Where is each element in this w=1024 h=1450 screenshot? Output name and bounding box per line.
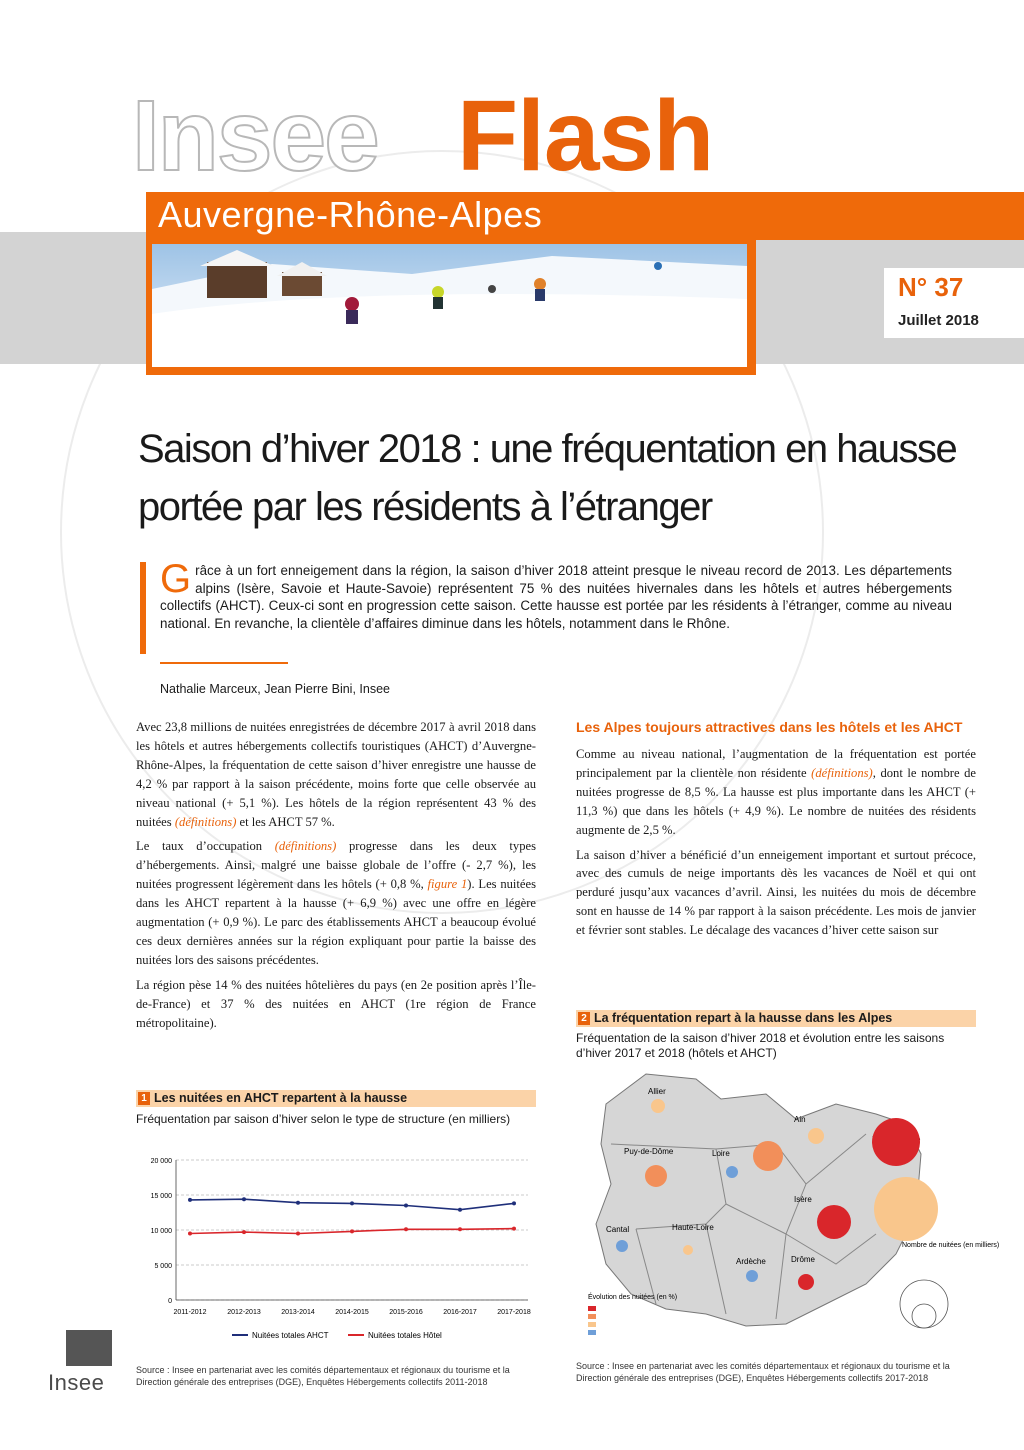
dept-label-loire: Loire [712, 1149, 730, 1158]
figure-1-subtitle: Fréquentation par saison d’hiver selon le type de structure (en milliers) [136, 1112, 511, 1126]
abstract-dropcap: G [160, 557, 192, 601]
y-tick-label: 20 000 [150, 1158, 172, 1165]
data-point-ahct [242, 1197, 246, 1201]
dept-label-allier: Allier [648, 1087, 666, 1096]
abstract-bar [140, 562, 146, 654]
x-tick-label: 2012-2013 [227, 1309, 261, 1316]
figure-1-number: 1 [138, 1092, 150, 1105]
data-point-ahct [404, 1204, 408, 1208]
figure-2-subtitle: Fréquentation de la saison d’hiver 2018 et évolution entre les saisons d’hiver 2017 et 2018 (hôtels et AHCT) [576, 1031, 945, 1060]
color-legend-swatch-4 [588, 1330, 596, 1335]
dept-label-ardeche: Ardèche [736, 1257, 766, 1266]
size-legend-title: Nombre de nuitées (en milliers) [902, 1242, 1000, 1249]
data-point-ahct [458, 1208, 462, 1212]
title-line-2: portée par les résidents à l’étranger [138, 485, 712, 529]
skiers-photo [152, 244, 747, 367]
x-tick-label: 2013-2014 [281, 1309, 315, 1316]
header-grey-band-left [0, 232, 160, 364]
bubble-puy-de-dome [645, 1165, 667, 1187]
figure-1-chart [136, 1148, 546, 1348]
data-point-ahct [350, 1201, 354, 1205]
figure-1-title: Les nuitées en AHCT repartent à la hausse [154, 1091, 408, 1105]
data-point-hotel [188, 1232, 192, 1236]
authors: Nathalie Marceux, Jean Pierre Bini, Insee [160, 682, 390, 696]
dept-label-drome: Drôme [791, 1255, 816, 1264]
left-column [136, 718, 536, 1039]
x-tick-label: 2017-2018 [497, 1309, 531, 1316]
y-tick-label: 15 000 [150, 1193, 172, 1200]
color-legend-swatch-1 [588, 1306, 596, 1311]
data-point-hotel [404, 1227, 408, 1231]
left-paragraph-2: Le taux d’occupation (définitions) progresse dans les deux types d’hébergements. Ainsi, malgré une baisse globale de l’offre (- 2,7 %), les nuitées progressent légèrement dans les hôtels (+ 0,8 %, figure 1). Les nuitées dans les AHCT repartent à la hausse (+ 6,9 %) avec une offre en légère augmentation (+ 0,9 %). Le parc des établissements AHCT a beaucoup évolué ces deux dernières années sur la région expliquant pour partie la baisse des nuitées lors des saisons précédentes. [136, 839, 537, 967]
figure-2-number: 2 [578, 1012, 590, 1025]
legend-ahct-label: Nuitées totales AHCT [252, 1331, 329, 1340]
definitions-link[interactable]: (définitions) [274, 839, 337, 854]
insee-logo-mark [66, 1330, 112, 1366]
data-point-ahct [188, 1198, 192, 1202]
x-tick-label: 2011-2012 [173, 1309, 207, 1316]
legend-hotel-label: Nuitées totales Hôtel [368, 1331, 442, 1340]
color-legend-swatch-3 [588, 1322, 596, 1327]
data-point-hotel [458, 1227, 462, 1231]
right-paragraph-1: Comme au niveau national, l’augmentation de la fréquentation est portée principalement par la clientèle non résidente (définitions), dont le nombre de nuitées progresse de 8,5 %. La hausse est plus importante dans les AHCT (+ 11,3 %) que dans les hôtels (+ 4,9 %). Le nombre de nuitées des résidents augmente de 2,5 %. [576, 747, 977, 837]
brand-insee: Insee [132, 80, 378, 192]
bubble-ardeche [746, 1270, 758, 1282]
left-paragraph-1: Avec 23,8 millions de nuitées enregistrées de décembre 2017 à avril 2018 dans les hôtels et autres hébergements collectifs touristiques (AHCT) d’Auvergne-Rhône-Alpes, la fréquentation de cette saison d’hiver enregistre une hausse de 4,2 % par rapport à la saison précédente, moins forte que celle observée au niveau national (+ 5,1 %). Les hôtels de la région représentent 43 % des nuitées (définitions) et les AHCT 57 %. [136, 720, 536, 829]
issue-date: Juillet 2018 [898, 312, 979, 329]
figure-2-header [576, 1010, 976, 1027]
data-point-hotel [350, 1229, 354, 1233]
issue-number: N° 37 [898, 272, 964, 302]
abstract [160, 557, 952, 632]
x-tick-label: 2016-2017 [443, 1309, 477, 1316]
y-tick-label: 10 000 [150, 1228, 172, 1235]
figure-2-map [576, 1064, 1000, 1354]
figure-1-link[interactable]: figure 1 [427, 877, 468, 892]
brand-flash: Flash [457, 80, 714, 192]
figure-2-source: Source : Insee en partenariat avec les comités départementaux et régionaux du tourisme et la Direction générale des entreprises (DGE), Enquêtes Hébergements collectifs 2017-2018 [576, 1361, 950, 1383]
dept-label-puy-de-dome: Puy-de-Dôme [624, 1147, 674, 1156]
bubble-savoie [874, 1177, 938, 1241]
bubble-allier [651, 1099, 665, 1113]
bubble-cantal [616, 1240, 628, 1252]
y-tick-label: 0 [168, 1298, 172, 1305]
definitions-link[interactable]: (définitions) [811, 765, 873, 780]
definitions-link[interactable]: (définitions) [174, 814, 237, 829]
data-point-hotel [512, 1227, 516, 1231]
dept-label-haute-loire: Haute-Loire [672, 1223, 714, 1232]
data-point-ahct [296, 1201, 300, 1205]
y-tick-label: 5 000 [154, 1263, 172, 1270]
abstract-text: râce à un fort enneigement dans la région, la saison d’hiver 2018 atteint presque le niveau record de 2013. Les départements alpins (Isère, Savoie et Haute-Savoie) représentent 75 % des nuitées hivernales dans les hôtels et autres hébergements collectifs (AHCT). Ceux-ci sont en progression cette saison. Cette hausse est portée par les résidents à l’étranger, comme au niveau national. En revanche, la clientèle d’affaires diminue dans les hôtels, notamment dans le Rhône. [160, 563, 952, 631]
insee-logo-text: Insee [48, 1370, 105, 1395]
data-point-hotel [296, 1232, 300, 1236]
dept-label-ain: Ain [794, 1115, 806, 1124]
bubble-isere [817, 1205, 851, 1239]
color-legend-title: Évolution des nuitées (en %) [588, 1294, 678, 1301]
bubble-haute-loire [683, 1245, 693, 1255]
region-outline [596, 1074, 921, 1326]
bubble-haute-savoie [872, 1118, 920, 1166]
figure-1-source: Source : Insee en partenariat avec les comités départementaux et régionaux du tourisme et la Direction générale des entreprises (DGE), Enquêtes Hébergements collectifs 2011-2018 [136, 1365, 510, 1387]
abstract-rule [160, 662, 288, 664]
color-legend-swatch-2 [588, 1314, 596, 1319]
page-title [138, 420, 978, 536]
bubble-drome [798, 1274, 814, 1290]
left-paragraph-3: La région pèse 14 % des nuitées hôtelières du pays (en 2e position après l’Île-de-France) et 37 % des nuitées en AHCT (1re région de France métropolitaine). [136, 977, 536, 1030]
right-paragraph-2: La saison d’hiver a bénéficié d’un enneigement important et surtout précoce, avec des cumuls de neige importants dès les vacances de Noël et qui ont perduré jusqu’aux vacances d’avril. Ainsi, les nuitées du mois de décembre sont en hausse de 14 % par rapport à la saison précédente. Les mois de janvier et février sont stables. Le décalage des vacances d’hiver cette saison sur [576, 847, 976, 938]
region-name: Auvergne-Rhône-Alpes [158, 194, 543, 235]
title-line-1: Saison d’hiver 2018 : une fréquentation en hausse [138, 427, 957, 471]
dept-label-isere: Isère [794, 1195, 812, 1204]
bubble-rhone [753, 1141, 783, 1171]
dept-label-cantal: Cantal [606, 1225, 630, 1234]
chart-legend [232, 1331, 442, 1340]
x-tick-label: 2014-2015 [335, 1309, 369, 1316]
data-point-hotel [242, 1230, 246, 1234]
bubble-loire [726, 1166, 738, 1178]
data-point-ahct [512, 1201, 516, 1205]
figure-1-header [136, 1090, 536, 1107]
section-title: Les Alpes toujours attractives dans les hôtels et les AHCT [576, 719, 963, 735]
x-tick-label: 2015-2016 [389, 1309, 423, 1316]
size-legend-circle-small [912, 1304, 936, 1328]
figure-2-title: La fréquentation repart à la hausse dans les Alpes [594, 1011, 893, 1025]
right-column [576, 718, 976, 946]
bubble-ain [808, 1128, 824, 1144]
